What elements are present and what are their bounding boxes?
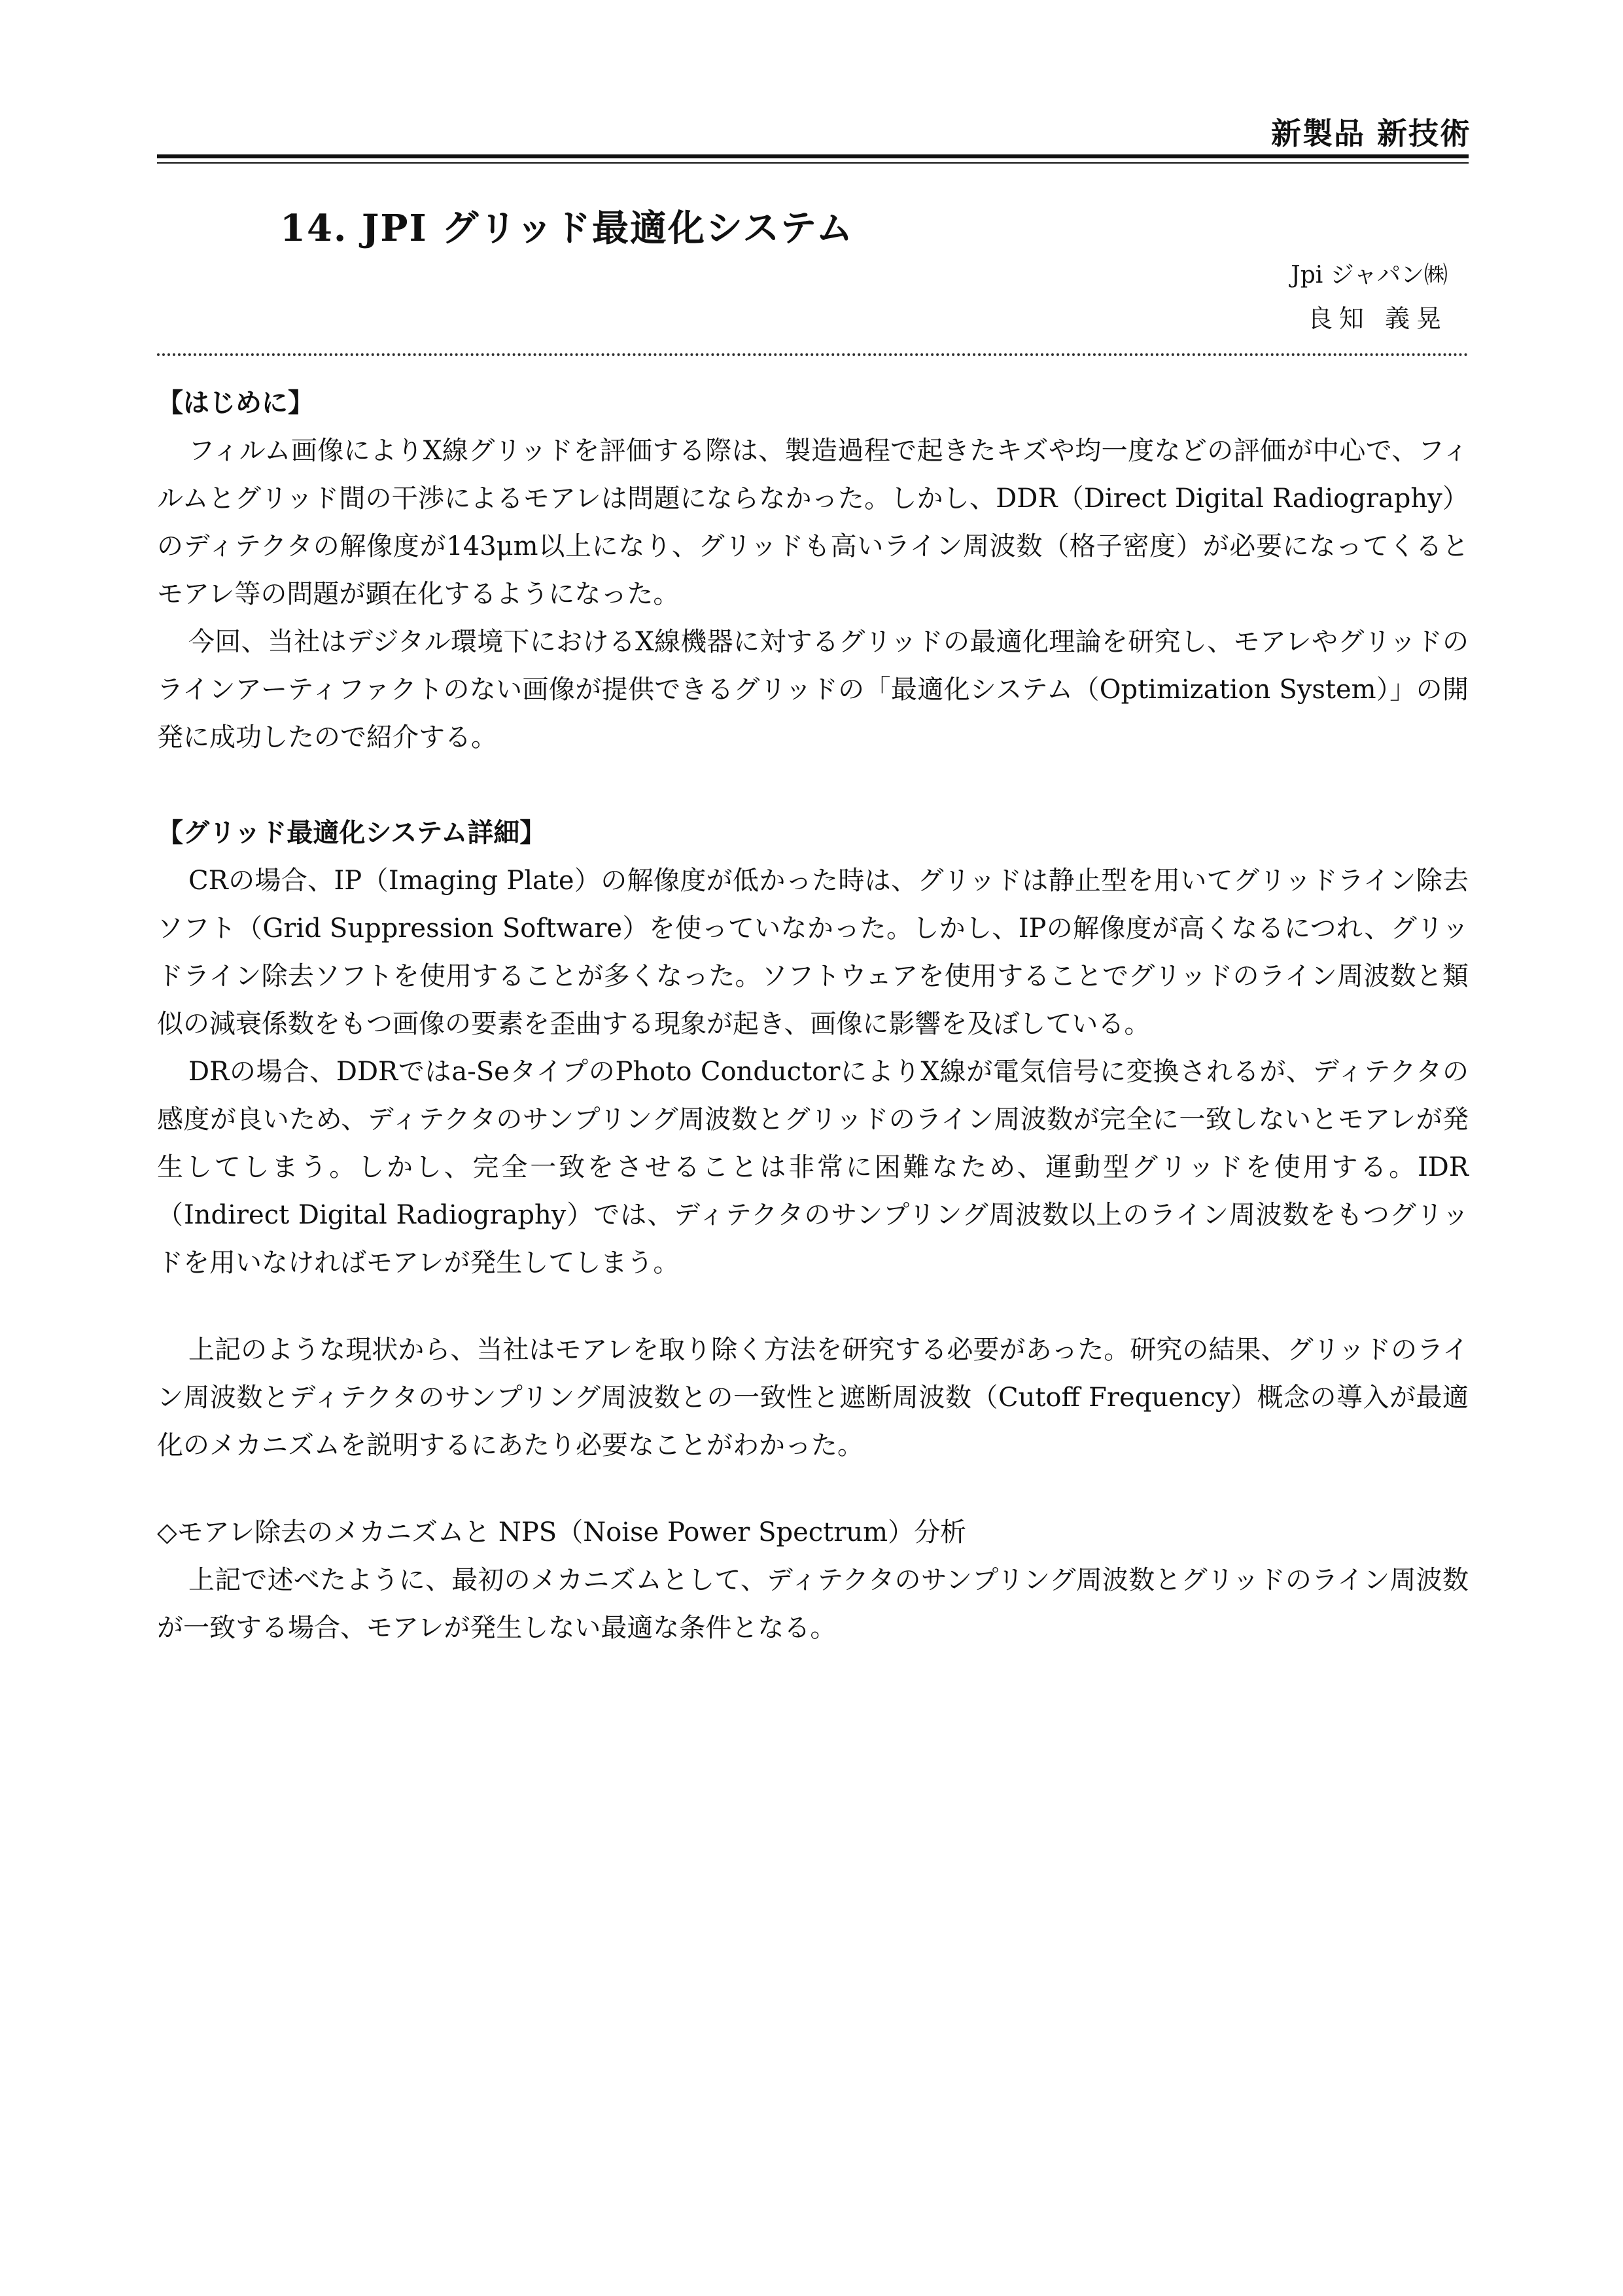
paragraph: 今回、当社はデジタル環境下におけるX線機器に対するグリッドの最適化理論を研究し、モアレやグリッドのラインアーティファクトのない画像が提供できるグリッドの「最適化システム（Optimization System）」の開発に成功したので紹介する。: [157, 627, 1469, 752]
page-category: 新製品 新技術: [1270, 116, 1471, 151]
article-body: [157, 380, 1469, 1652]
paragraph: CRの場合、IP（Imaging Plate）の解像度が低かった時は、グリッドは静止型を用いてグリッドライン除去ソフト（Grid Suppression Software）を使っていなかった。しかし、IPの解像度が高くなるにつれ、グリッドライン除去ソフトを使用することが多くなった。ソフトウェアを使用することでグリッドのライン周波数と類似の減衰係数をもつ画像の要素を歪曲する現象が起き、画像に影響を及ぼしている。: [157, 866, 1469, 1039]
section-heading-moire-mechanism: ◇モアレ除去のメカニズムと NPS（Noise Power Spectrum）分析: [157, 1517, 967, 1547]
spacer: [157, 1287, 1469, 1326]
section-introduction: [157, 380, 1469, 762]
section-system-details: [157, 809, 1469, 1470]
author-name: 良知 義晃: [1307, 304, 1448, 333]
article-title: 14. JPI グリッド最適化システム: [280, 207, 854, 250]
paragraph: 上記のような現状から、当社はモアレを取り除く方法を研究する必要があった。研究の結果、グリッドのライン周波数とディテクタのサンプリング周波数との一致性と遮断周波数（Cutoff Frequency）概念の導入が最適化のメカニズムを説明するにあたり必要なことがわかった。: [157, 1335, 1469, 1460]
spacer: [157, 762, 1469, 809]
section-moire-mechanism: [157, 1509, 1469, 1652]
spacer: [157, 1470, 1469, 1509]
header-rule-thin: [157, 162, 1469, 164]
section-heading-system-details: 【グリッド最適化システム詳細】: [157, 818, 546, 848]
header-rule-thick: [157, 154, 1469, 158]
company-name: Jpi ジャパン㈱: [1291, 262, 1448, 289]
paragraph: フィルム画像によりX線グリッドを評価する際は、製造過程で起きたキズや均一度などの評価が中心で、フィルムとグリッド間の干渉によるモアレは問題にならなかった。しかし、DDR（Direct Digital Radiography）のディテクタの解像度が143μm以上になり、グリッドも高いライン周波数（格子密度）が必要になってくるとモアレ等の問題が顕在化するようになった。: [157, 436, 1469, 609]
dotted-divider: [157, 353, 1469, 356]
paragraph: DRの場合、DDRではa-SeタイプのPhoto ConductorによりX線が電気信号に変換されるが、ディテクタの感度が良いため、ディテクタのサンプリング周波数とグリッドのライン周波数が完全に一致しないとモアレが発生してしまう。しかし、完全一致をさせることは非常に困難なため、運動型グリッドを使用する。IDR（Indirect Digital Radiography）では、ディテクタのサンプリング周波数以上のライン周波数をもつグリッドを用いなければモアレが発生してしまう。: [157, 1057, 1469, 1278]
section-heading-introduction: 【はじめに】: [157, 388, 314, 418]
paragraph: 上記で述べたように、最初のメカニズムとして、ディテクタのサンプリング周波数とグリッドのライン周波数が一致する場合、モアレが発生しない最適な条件となる。: [157, 1565, 1469, 1643]
